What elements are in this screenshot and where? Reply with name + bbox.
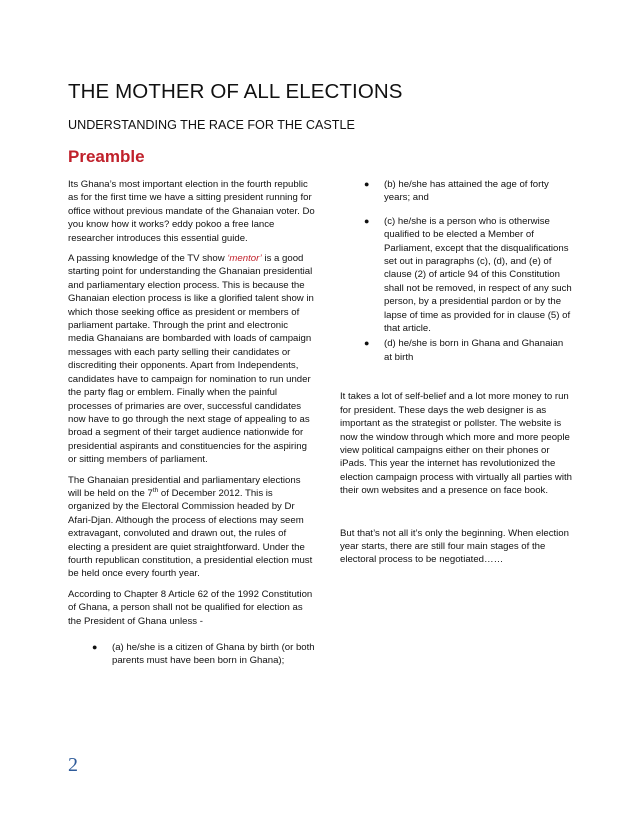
list-item-text: (c) he/she is a person who is otherwise qualified to be elected a Member of Parliament, except that the disqualifications set out in paragraphs (c), (d), and (e) of clause (2) of article 94 of this Constitution shall not be removed, in respect of any such person, by a presidential pardon or by the lapse of time as provided for in clause (5) of that article. <box>384 215 572 335</box>
paragraph-election-date-start: The Ghanaian presidential and parliamentary elections will be held on the 7 <box>68 474 301 499</box>
left-column <box>68 178 315 678</box>
paragraph-intro: Its Ghana’s most important election in the fourth republic as for the first time we have a sitting president running for office without previous mandate of the Ghanaian voter. Do you know how it works? eddy pokoo a free lance researcher introduces this essential guide. <box>68 179 315 244</box>
list-item-text: (d) he/she is born in Ghana and Ghanaian at birth <box>384 338 564 363</box>
paragraph-election-date <box>68 474 315 581</box>
paragraph-mentor <box>68 252 315 467</box>
paragraph-stages: But that’s not all it’s only the beginning. When election year starts, there are still four main stages of the electoral process to be negotiated…… <box>340 527 569 566</box>
ordinal-suffix: th <box>152 486 159 494</box>
page-number: 2 <box>68 754 78 776</box>
list-item <box>340 337 572 364</box>
paragraph-mentor-text-end: is a good starting point for understanding the Ghanaian presidential and parliamentary election process. This is because the Ghanaian election process is like a glorified talent show in which those seeking office as president or members of parliament partake. Through the print and electronic media Ghanaians are bombarded with loads of campaign messages with each party selling their candidates or discrediting their opponents. Apart from Independents, candidates have to campaign for nomination to run under the party flag or emblem. Finally when the painful processes of primaries are over, successful candidates now have to go through the next stage of appealing to as broad a segment of their target audience nationwide for presidential aspirants and constituencies for the aspiring or sitting members of parliament. <box>68 253 314 466</box>
bullet-icon: ● <box>364 338 370 349</box>
mentor-show-name: ‘mentor’ <box>227 253 262 265</box>
document-title: THE MOTHER OF ALL ELECTIONS <box>68 80 403 103</box>
bullet-icon: ● <box>364 215 370 226</box>
eligibility-list-right <box>340 178 572 364</box>
right-column <box>340 178 572 574</box>
list-item <box>68 641 315 668</box>
list-item-text: (a) he/she is a citizen of Ghana by birth (or both parents must have been born in Ghana); <box>112 642 315 667</box>
list-item-text: (b) he/she has attained the age of forty years; and <box>384 179 549 204</box>
paragraph-campaign-web: It takes a lot of self-belief and a lot more money to run for president. These days the web designer is as important as the strategist or pollster. The website is now the window through which more and more people view political campaigns either on their phones or iPads. This year the internet has revolutionized the election campaign process with virtually all parties with their own websites and a presence on face book. <box>340 391 572 497</box>
list-item <box>340 215 572 336</box>
paragraph-mentor-text-start: A passing knowledge of the TV show <box>68 253 228 265</box>
list-item <box>340 178 572 205</box>
document-subtitle: UNDERSTANDING THE RACE FOR THE CASTLE <box>68 118 355 132</box>
eligibility-list-left <box>68 641 315 668</box>
section-heading-preamble: Preamble <box>68 147 145 166</box>
bullet-icon: ● <box>364 179 370 189</box>
bullet-icon: ● <box>92 642 98 652</box>
paragraph-election-date-end: of December 2012. This is organized by the Electoral Commission headed by Dr Afari-Djan. Although the process of elections may seem extravagant, convoluted and drawn out, the rules of electing a president are quiet straightforward. Under the fourth republican constitution, a presidential election must be held once every fourth year. <box>68 487 313 580</box>
paragraph-constitution: According to Chapter 8 Article 62 of the 1992 Constitution of Ghana, a person shall not be qualified for election as the President of Ghana unless - <box>68 588 313 627</box>
